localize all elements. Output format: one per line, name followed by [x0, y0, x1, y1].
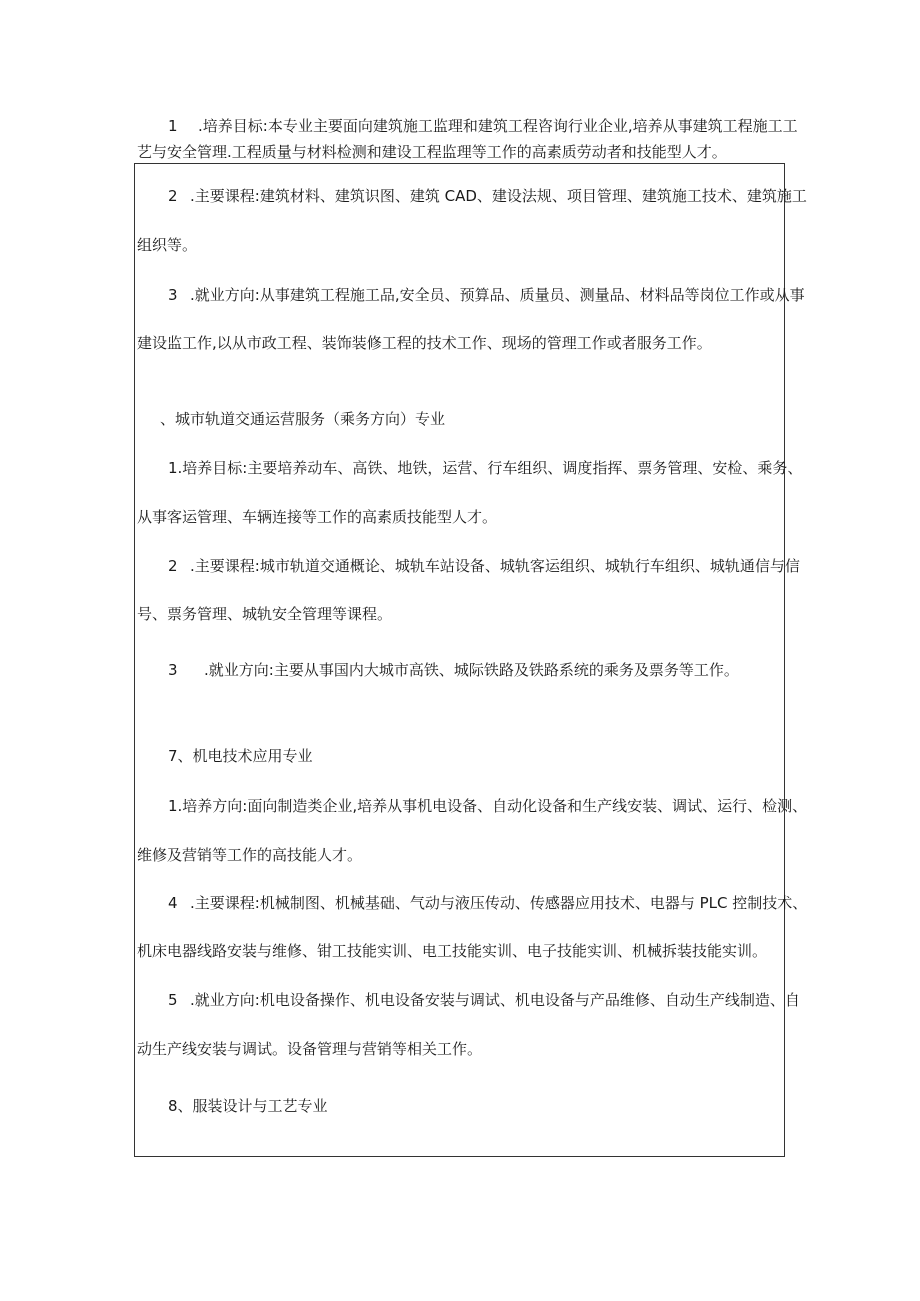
construction-courses-line-1: [168, 186, 807, 206]
mechatronics-career-number: 5: [168, 991, 178, 1009]
urban-rail-courses-number: 2: [168, 557, 178, 575]
intro-goal-line-2: 艺与安全管理.工程质量与材料检测和建设工程监理等工作的高素质劳动者和技能型人才。: [137, 143, 727, 161]
mechatronics-career-line-1: [168, 990, 800, 1010]
fashion-heading: 8、服装设计与工艺专业: [168, 1097, 328, 1115]
urban-rail-career-text-1: .就业方向:主要从事国内大城市高铁、城际铁路及铁路系统的乘务及票务等工作。: [204, 661, 739, 679]
mechatronics-career-line-2: 动生产线安装与调试。设备管理与营销等相关工作。: [137, 1040, 483, 1058]
intro-goal-line-1: [168, 116, 798, 136]
mechatronics-goal-line-2: 维修及营销等工作的高技能人才。: [137, 846, 363, 864]
construction-courses-line-2: 组织等。: [137, 236, 198, 254]
intro-goal-number: 1: [168, 117, 178, 135]
construction-career-line-2: 建设监工作,以从市政工程、装饰装修工程的技术工作、现场的管理工作或者服务工作。: [137, 334, 712, 352]
mechatronics-goal-line-1: 1.培养方向:面向制造类企业,培养从事机电设备、自动化设备和生产线安装、调试、运行、检测、: [168, 797, 808, 815]
construction-courses-text-1: .主要课程:建筑材料、建筑识图、建筑 CAD、建设法规、项目管理、建筑施工技术、建筑施工: [190, 187, 807, 205]
construction-career-number: 3: [168, 286, 178, 304]
construction-career-text-1: .就业方向:从事建筑工程施工品,安全员、预算品、质量员、测量品、材料品等岗位工作或从事: [190, 286, 805, 304]
mechatronics-courses-text-1: .主要课程:机械制图、机械基础、气动与液压传动、传感器应用技术、电器与 PLC 控制技术、: [190, 894, 808, 912]
urban-rail-career-line-1: [168, 660, 739, 680]
urban-rail-courses-line-1: [168, 556, 800, 576]
mechatronics-courses-number: 4: [168, 894, 178, 912]
construction-courses-number: 2: [168, 187, 178, 205]
urban-rail-career-number: 3: [168, 661, 178, 679]
mechatronics-courses-line-1: [168, 893, 807, 913]
urban-rail-courses-line-2: 号、票务管理、城轨安全管理等课程。: [137, 605, 393, 623]
urban-rail-heading: 、城市轨道交通运营服务（乘务方向）专业: [160, 410, 446, 428]
mechatronics-career-text-1: .就业方向:机电设备操作、机电设备安装与调试、机电设备与产品维修、自动生产线制造、自: [190, 991, 800, 1009]
construction-career-line-1: [168, 285, 805, 305]
urban-rail-goal-line-2: 从事客运管理、车辆连接等工作的高素质技能型人才。: [137, 508, 498, 526]
urban-rail-courses-text-1: .主要课程:城市轨道交通概论、城轨车站设备、城轨客运组织、城轨行车组织、城轨通信与信: [190, 557, 800, 575]
intro-goal-text-1: .培养目标:本专业主要面向建筑施工监理和建筑工程咨询行业企业,培养从事建筑工程施工工: [198, 117, 798, 135]
urban-rail-goal-line-1: 1.培养目标:主要培养动车、高铁、地铁，运营、行车组织、调度指挥、票务管理、安检、乘务、: [168, 459, 803, 477]
mechatronics-heading: 7、机电技术应用专业: [168, 747, 313, 765]
mechatronics-courses-line-2: 机床电器线路安装与维修、钳工技能实训、电工技能实训、电子技能实训、机械拆装技能实训。: [137, 942, 768, 960]
